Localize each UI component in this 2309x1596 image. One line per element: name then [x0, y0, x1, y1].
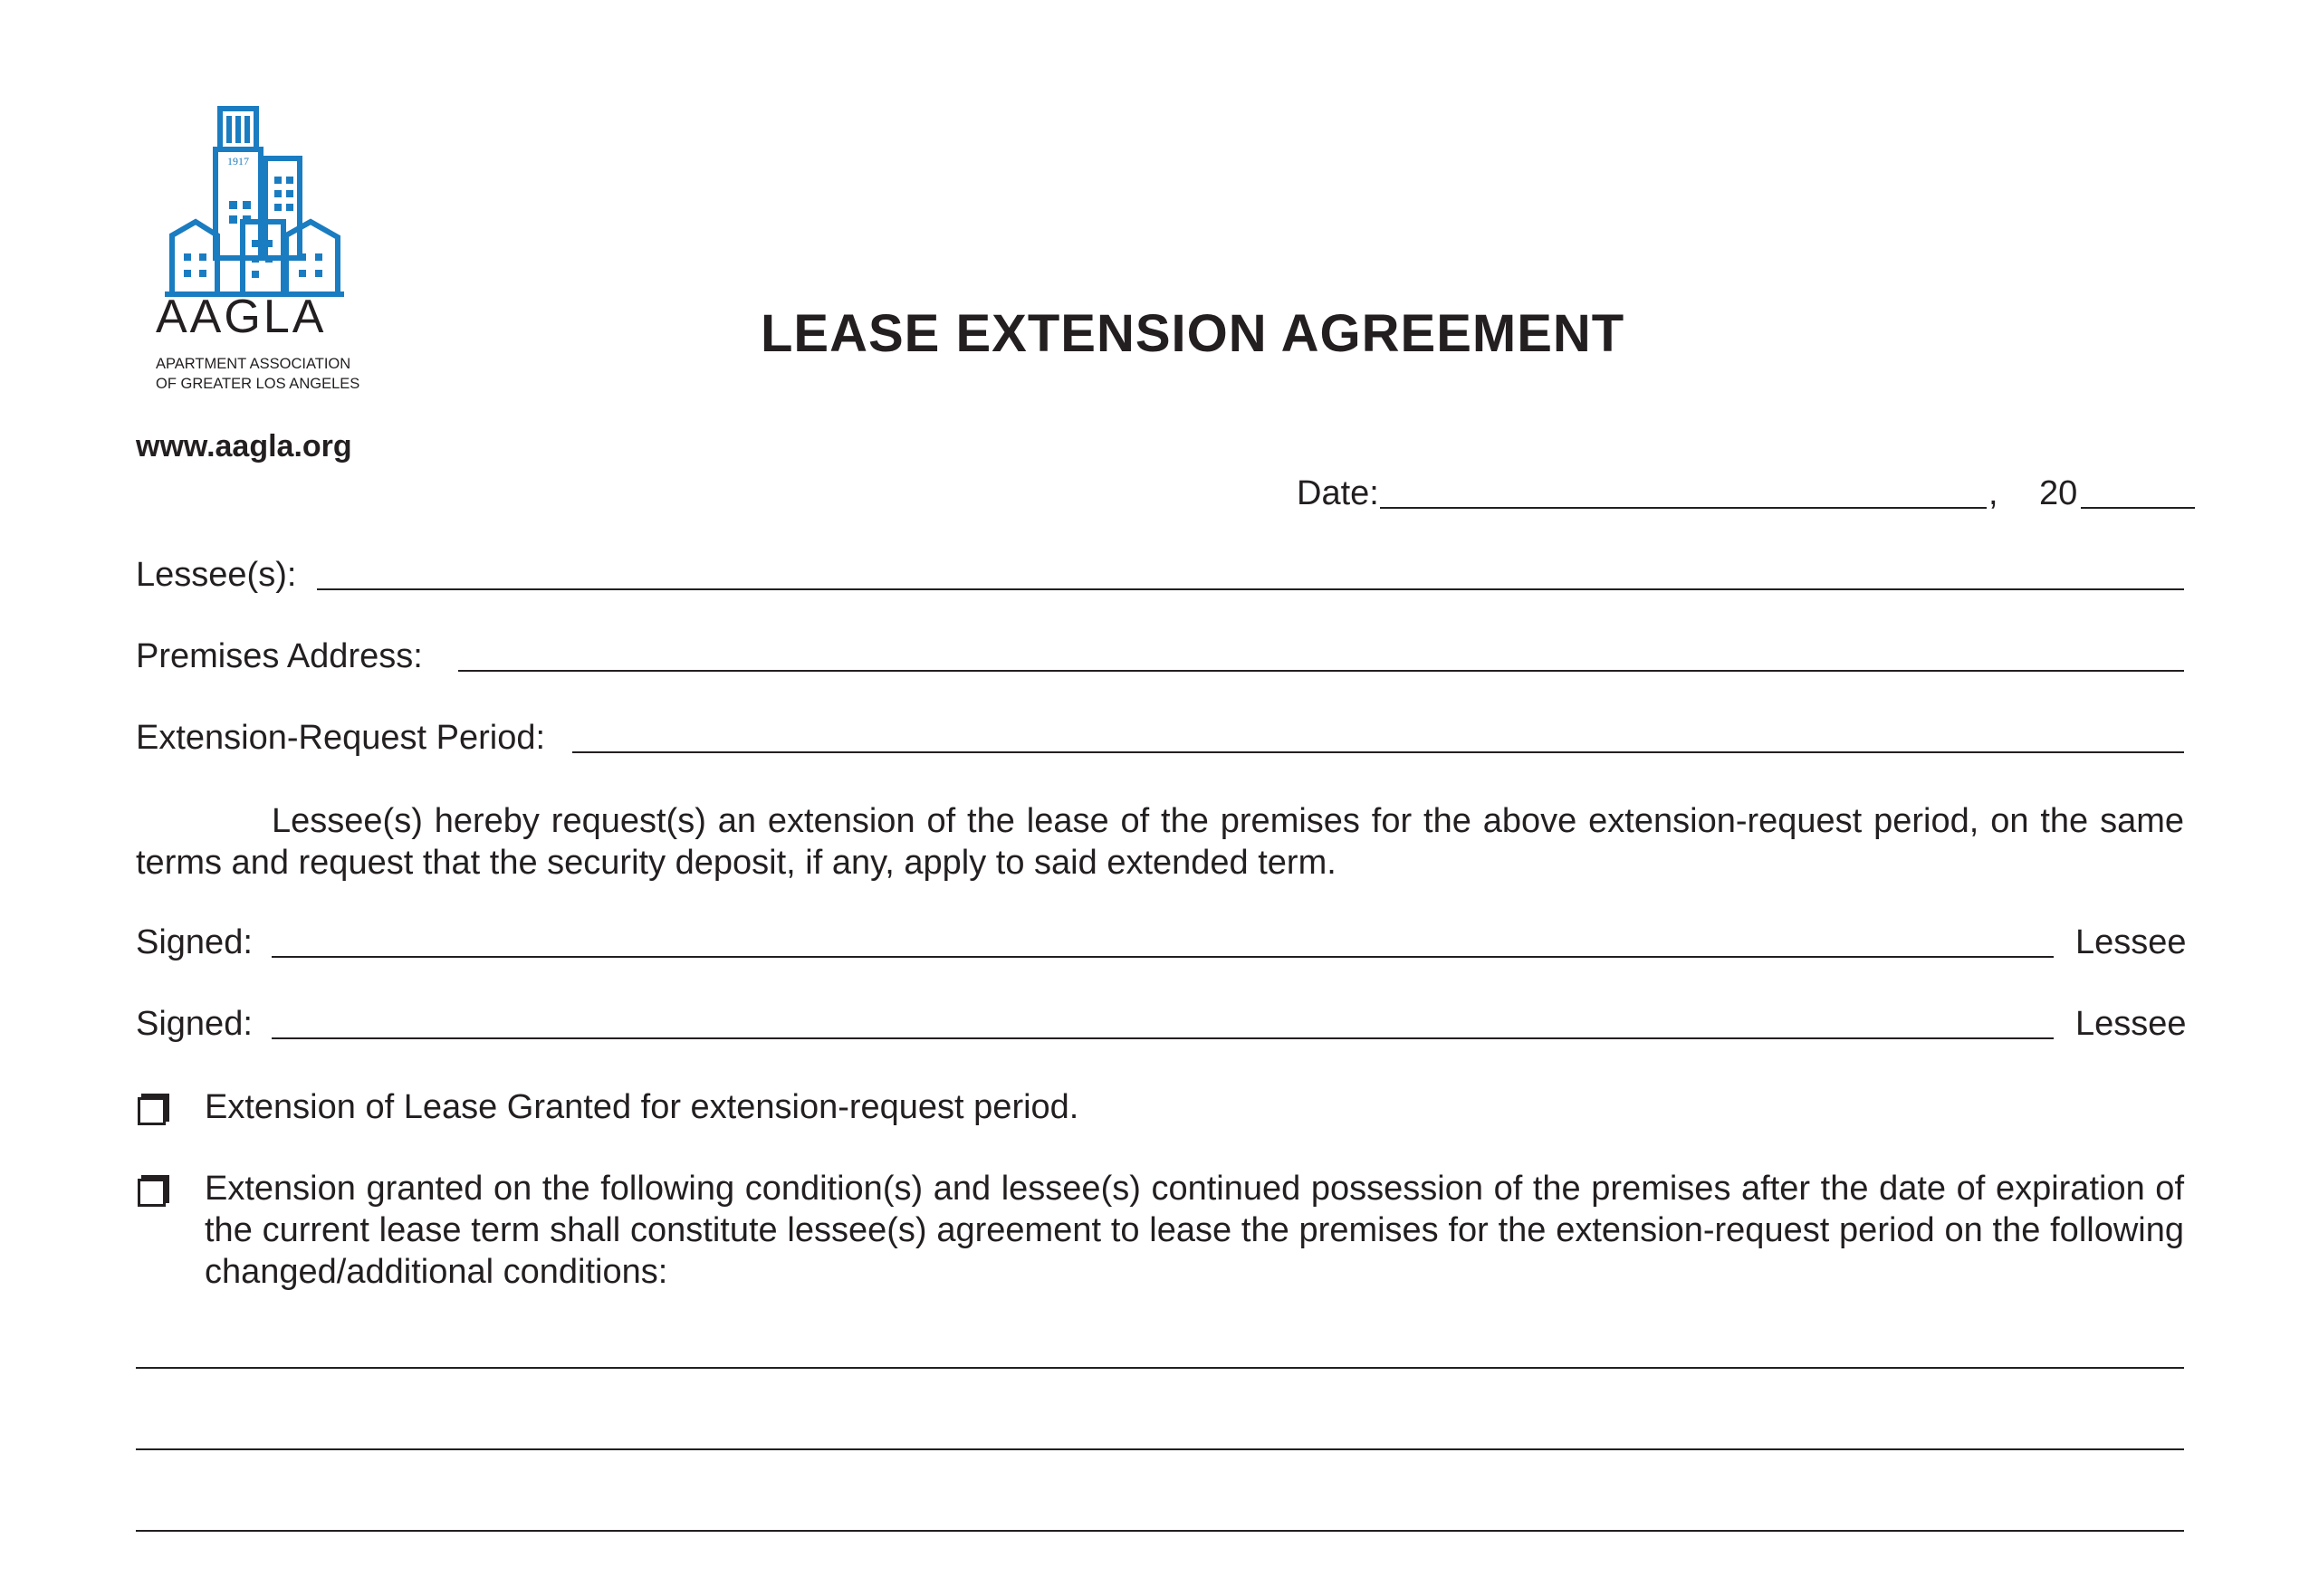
premises-address-field[interactable] [458, 670, 2184, 672]
lessees-field[interactable] [317, 588, 2184, 590]
extension-granted-text: Extension of Lease Granted for extension-request period. [205, 1088, 1079, 1126]
signed-label-1: Signed: [136, 923, 253, 961]
premises-address-label: Premises Address: [136, 637, 423, 675]
lessees-label: Lessee(s): [136, 556, 297, 594]
signed-label-2: Signed: [136, 1005, 253, 1043]
year-prefix: 20 [2039, 474, 2078, 512]
website-url: www.aagla.org [136, 429, 352, 464]
extension-granted-checkbox[interactable] [138, 1097, 166, 1125]
page-title: LEASE EXTENSION AGREEMENT [761, 304, 1625, 363]
logo-year: 1917 [227, 155, 249, 167]
logo-subtitle-line2: OF GREATER LOS ANGELES [156, 376, 360, 392]
conditions-line-3[interactable] [136, 1530, 2184, 1532]
conditional-extension-checkbox[interactable] [138, 1179, 166, 1207]
date-field[interactable] [1380, 507, 1987, 509]
conditions-line-1[interactable] [136, 1367, 2184, 1369]
conditional-extension-text: Extension granted on the following condition(s) and lessee(s) continued possession of the premises after the date of expiration of the current lease term shall constitute lessee(s) agreement to lease the premises for the extension-request period on the following changed/additional conditions: [205, 1170, 2184, 1291]
year-field[interactable] [2081, 507, 2195, 509]
conditions-line-2[interactable] [136, 1448, 2184, 1450]
lessee-role-1: Lessee [2075, 923, 2187, 961]
date-separator: , [1988, 474, 1998, 512]
signature-field-1[interactable] [272, 956, 2054, 958]
date-label: Date: [1297, 474, 1379, 512]
signature-field-2[interactable] [272, 1037, 2054, 1039]
extension-period-field[interactable] [572, 751, 2184, 753]
logo-subtitle-line1: APARTMENT ASSOCIATION [156, 356, 351, 372]
lessee-role-2: Lessee [2075, 1005, 2187, 1043]
extension-period-label: Extension-Request Period: [136, 719, 546, 757]
request-paragraph: Lessee(s) hereby request(s) an extension of the lease of the premises for the above extension-request period, on the same terms and request that the security deposit, if any, apply to said extended term. [136, 802, 2184, 882]
logo-brand: AAGLA [156, 291, 327, 343]
